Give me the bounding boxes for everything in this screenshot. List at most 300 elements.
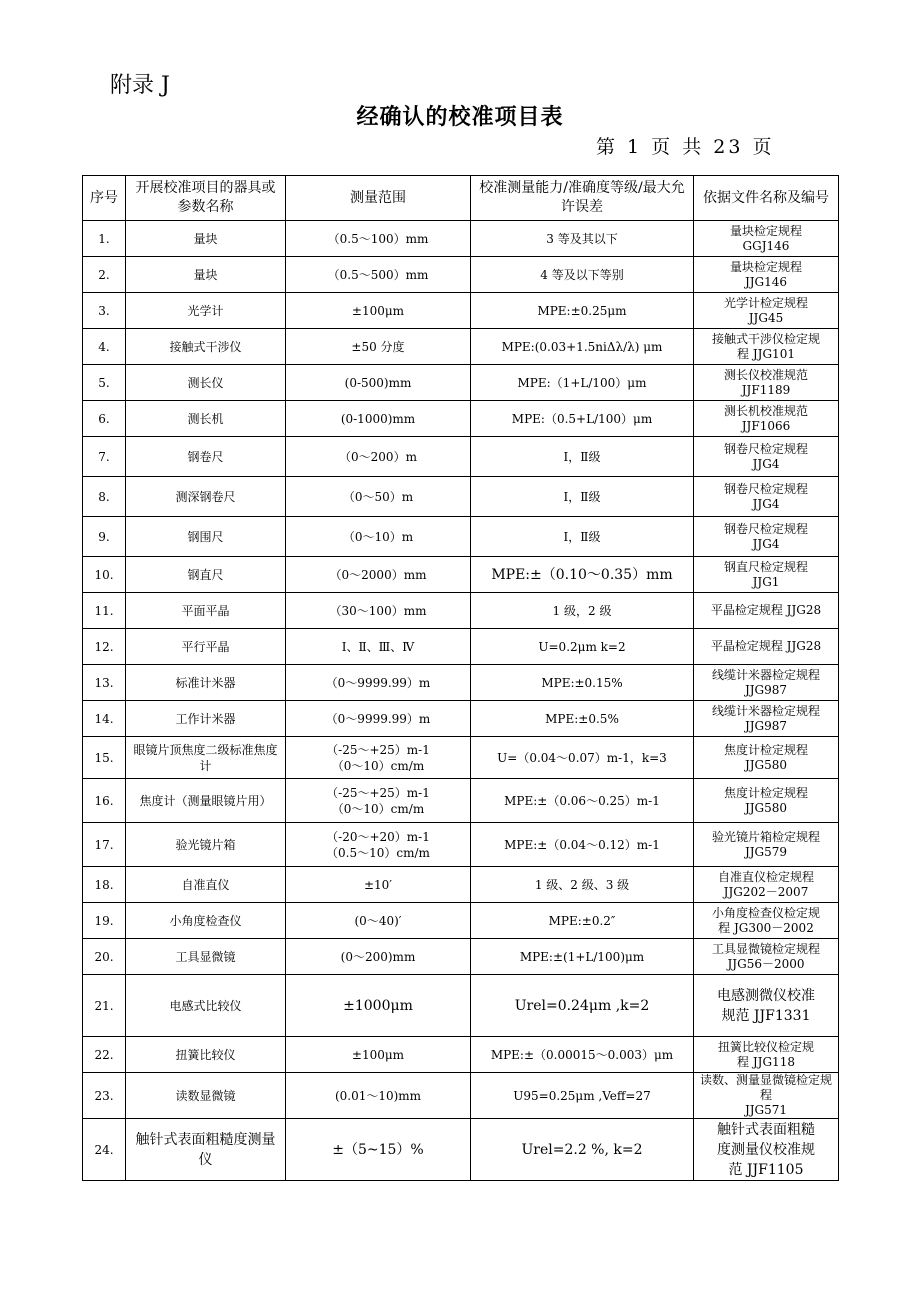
cell-capability <box>471 903 694 939</box>
cell-item-text: 测长机 <box>187 411 224 426</box>
cell-seq-text: 9. <box>98 529 110 544</box>
cell-item <box>126 593 286 629</box>
cell-seq-text: 14. <box>94 711 114 726</box>
cell-seq-text: 24. <box>94 1142 114 1157</box>
cell-item-text: 工具显微镜 <box>175 949 236 964</box>
header-capability: 校准测量能力/准确度等级/最大允许误差 <box>471 176 694 221</box>
cell-range-text: （-25～+25）m-1 <box>326 742 430 757</box>
cell-capability-text: Urel=2.2 %, k=2 <box>521 1141 643 1158</box>
cell-range-text: （0～10）cm/m <box>331 758 425 773</box>
cell-basis <box>694 939 839 975</box>
cell-capability-text: MPE:±（0.00015～0.003）μm <box>490 1047 674 1062</box>
cell-seq-text: 18. <box>94 877 114 892</box>
cell-capability-text: U95=0.25μm ,Veff=27 <box>513 1088 651 1103</box>
cell-capability <box>471 1119 694 1181</box>
table-row <box>83 221 839 257</box>
table-row <box>83 517 839 557</box>
cell-seq-text: 19. <box>94 913 114 928</box>
cell-basis <box>694 293 839 329</box>
cell-basis-text: JJG4 <box>752 456 780 471</box>
cell-seq <box>83 221 126 257</box>
cell-seq-text: 2. <box>98 267 110 282</box>
cell-range <box>286 401 471 437</box>
cell-capability-text: Ⅰ，Ⅱ级 <box>563 529 601 544</box>
cell-capability <box>471 437 694 477</box>
cell-seq <box>83 701 126 737</box>
cell-seq-text: 6. <box>98 411 110 426</box>
cell-basis-text: JJG571 <box>744 1103 788 1117</box>
cell-basis-text: 测长机校准规范 <box>723 403 808 418</box>
table-row <box>83 665 839 701</box>
cell-capability <box>471 779 694 823</box>
cell-range-text: ±10′ <box>363 877 393 892</box>
table-row <box>83 365 839 401</box>
cell-seq <box>83 823 126 867</box>
cell-basis <box>694 867 839 903</box>
table-row <box>83 737 839 779</box>
cell-item-text: 标准计米器 <box>175 675 236 690</box>
cell-basis-text: 验光镜片箱检定规程 <box>711 829 820 844</box>
table-row <box>83 557 839 593</box>
page-number: 第 1 页 共 23 页 <box>596 136 775 158</box>
cell-range <box>286 365 471 401</box>
cell-basis <box>694 1119 839 1181</box>
cell-item-text: 电感式比较仪 <box>169 998 242 1013</box>
cell-range-text: （30～100）mm <box>329 603 427 618</box>
cell-capability <box>471 737 694 779</box>
cell-capability <box>471 665 694 701</box>
cell-item <box>126 867 286 903</box>
cell-range-text: （0～9999.99）m <box>325 675 431 690</box>
cell-basis <box>694 557 839 593</box>
cell-item-text: 测深钢卷尺 <box>175 489 236 504</box>
cell-capability-text: MPE:±(1+L/100)μm <box>519 949 645 964</box>
cell-capability-text: MPE:（0.5+L/100）μm <box>511 411 653 426</box>
cell-seq <box>83 557 126 593</box>
cell-range-text: (0.01～10)mm <box>334 1088 422 1103</box>
cell-item <box>126 293 286 329</box>
cell-range-text: (0～200)mm <box>340 949 416 964</box>
header-item: 开展校准项目的器具或参数名称 <box>126 176 286 221</box>
cell-basis <box>694 1073 839 1119</box>
cell-seq <box>83 401 126 437</box>
cell-item <box>126 823 286 867</box>
cell-item <box>126 1037 286 1073</box>
calibration-table <box>82 175 839 1181</box>
cell-capability-text: MPE:±0.2″ <box>548 913 616 928</box>
cell-basis-text: JJG579 <box>744 844 788 859</box>
cell-range <box>286 1119 471 1181</box>
cell-basis <box>694 593 839 629</box>
cell-basis-text: GGJ146 <box>742 238 790 253</box>
cell-basis <box>694 365 839 401</box>
cell-item-text: 眼镜片顶焦度二级标准焦度计 <box>133 742 278 773</box>
cell-capability <box>471 257 694 293</box>
cell-seq-text: 1. <box>98 231 110 246</box>
cell-capability-text: MPE:±0.25μm <box>537 303 627 318</box>
table-row <box>83 593 839 629</box>
cell-item <box>126 975 286 1037</box>
cell-basis-text: 钢卷尺检定规程 <box>723 481 808 496</box>
cell-range-text: （0～200）m <box>339 449 417 464</box>
cell-basis <box>694 737 839 779</box>
cell-item <box>126 665 286 701</box>
cell-seq-text: 20. <box>94 949 114 964</box>
table-row <box>83 779 839 823</box>
cell-capability <box>471 221 694 257</box>
cell-item-text: 平面平晶 <box>181 603 230 618</box>
header-range: 测量范围 <box>286 176 471 221</box>
cell-basis-text: 自准直仪检定规程 <box>717 869 814 884</box>
cell-seq <box>83 903 126 939</box>
cell-range <box>286 939 471 975</box>
cell-item <box>126 557 286 593</box>
table-header-row <box>83 176 839 221</box>
cell-range <box>286 329 471 365</box>
cell-item <box>126 701 286 737</box>
cell-range <box>286 903 471 939</box>
cell-range-text: ±100μm <box>351 1047 405 1062</box>
cell-range-text: (0-1000)mm <box>340 411 416 426</box>
cell-capability <box>471 365 694 401</box>
cell-capability-text: 1 级，2 级 <box>552 603 612 618</box>
cell-capability-text: U=（0.04～0.07）m-1，k=3 <box>497 750 667 765</box>
cell-capability-text: MPE:±0.15% <box>541 675 623 690</box>
cell-basis-text: 焦度计检定规程 <box>723 785 808 800</box>
cell-seq <box>83 1119 126 1181</box>
cell-range-text: （0～10）m <box>342 529 414 544</box>
cell-range-text: （0.5～500）mm <box>327 267 429 282</box>
cell-range <box>286 779 471 823</box>
cell-range-text: （-20～+20）m-1 <box>326 829 430 844</box>
table-row <box>83 1073 839 1119</box>
cell-range <box>286 665 471 701</box>
cell-basis <box>694 329 839 365</box>
cell-seq <box>83 437 126 477</box>
cell-seq-text: 23. <box>94 1088 114 1103</box>
cell-capability-text: MPE:(0.03+1.5niΔλ/λ) μm <box>501 339 663 354</box>
cell-basis-text: 量块检定规程 <box>729 223 802 238</box>
cell-basis-text: 范 JJF1105 <box>728 1161 804 1178</box>
cell-seq-text: 21. <box>94 998 114 1013</box>
cell-capability-text: MPE:±（0.04～0.12）m-1 <box>504 837 660 852</box>
cell-capability <box>471 701 694 737</box>
cell-basis-text: JJG987 <box>744 682 788 697</box>
cell-seq <box>83 477 126 517</box>
cell-basis-text: 触针式表面粗糙 <box>717 1121 815 1138</box>
cell-capability-text: 3 等及其以下 <box>546 231 618 246</box>
cell-range-text: （0～10）cm/m <box>331 801 425 816</box>
cell-basis-text: 程 JG300－2002 <box>718 920 814 935</box>
cell-basis-text: 规范 JJF1331 <box>721 1007 811 1024</box>
table-row <box>83 939 839 975</box>
cell-range-text: （0～2000）mm <box>329 567 427 582</box>
page-title: 经确认的校准项目表 <box>356 104 564 130</box>
cell-seq-text: 8. <box>98 489 110 504</box>
cell-capability <box>471 593 694 629</box>
cell-basis <box>694 629 839 665</box>
cell-range-text: (0～40)′ <box>354 913 402 928</box>
cell-capability-text: Ⅰ，Ⅱ级 <box>563 489 601 504</box>
cell-basis-text: JJG45 <box>748 310 784 325</box>
cell-item <box>126 903 286 939</box>
cell-basis-text: 线缆计米器检定规程 <box>711 703 820 718</box>
cell-item <box>126 365 286 401</box>
cell-item-text: 焦度计（测量眼镜片用） <box>139 793 272 808</box>
table-row <box>83 437 839 477</box>
cell-range-text: （0～50）m <box>342 489 414 504</box>
cell-basis-text: JJG4 <box>752 536 780 551</box>
cell-seq <box>83 1037 126 1073</box>
cell-range <box>286 517 471 557</box>
cell-seq-text: 12. <box>94 639 114 654</box>
table-row <box>83 293 839 329</box>
cell-range <box>286 701 471 737</box>
table-row <box>83 1119 839 1181</box>
cell-basis-text: JJG56－2000 <box>727 956 805 971</box>
cell-range-text: （0.5～100）mm <box>327 231 429 246</box>
cell-capability <box>471 939 694 975</box>
cell-item-text: 接触式干涉仪 <box>169 339 242 354</box>
cell-capability <box>471 629 694 665</box>
table-row <box>83 477 839 517</box>
cell-seq-text: 10. <box>94 567 114 582</box>
cell-basis <box>694 823 839 867</box>
cell-basis-text: 焦度计检定规程 <box>723 742 808 757</box>
cell-basis <box>694 1037 839 1073</box>
cell-item <box>126 939 286 975</box>
cell-range-text: ±50 分度 <box>351 339 405 354</box>
cell-basis-text: JJG202－2007 <box>723 884 809 899</box>
cell-range-text: （0～9999.99）m <box>325 711 431 726</box>
cell-basis-text: 钢卷尺检定规程 <box>723 521 808 536</box>
cell-capability <box>471 823 694 867</box>
table-row <box>83 867 839 903</box>
cell-range <box>286 737 471 779</box>
cell-capability-text: 4 等及以下等别 <box>540 267 624 282</box>
cell-item <box>126 477 286 517</box>
cell-seq <box>83 737 126 779</box>
cell-item-text: 钢围尺 <box>187 529 224 544</box>
cell-basis-text: JJF1066 <box>741 418 791 433</box>
cell-item <box>126 329 286 365</box>
cell-capability-text: MPE:±（0.10～0.35）mm <box>491 566 673 583</box>
cell-basis-text: JJG1 <box>752 574 780 589</box>
cell-item-text: 钢直尺 <box>187 567 224 582</box>
cell-item <box>126 257 286 293</box>
cell-seq <box>83 867 126 903</box>
cell-basis-text: 程 JJG118 <box>737 1054 795 1069</box>
cell-basis-text: 光学计检定规程 <box>723 295 808 310</box>
cell-seq-text: 3. <box>98 303 110 318</box>
cell-basis-text: JJF1189 <box>741 382 791 397</box>
cell-basis-text: 度测量仪校准规 <box>717 1141 815 1158</box>
cell-basis-text: 钢直尺检定规程 <box>723 559 808 574</box>
cell-range <box>286 593 471 629</box>
cell-item <box>126 437 286 477</box>
cell-item <box>126 517 286 557</box>
cell-seq <box>83 293 126 329</box>
cell-seq <box>83 665 126 701</box>
cell-capability-text: MPE:（1+L/100）μm <box>517 375 647 390</box>
cell-item <box>126 221 286 257</box>
table-row <box>83 903 839 939</box>
cell-range <box>286 1037 471 1073</box>
cell-basis-text: 小角度检查仪检定规 <box>711 905 820 920</box>
cell-basis-text: 电感测微仪校准 <box>717 987 815 1004</box>
cell-seq-text: 13. <box>94 675 114 690</box>
cell-item-text: 量块 <box>193 267 218 282</box>
cell-item-text: 小角度检查仪 <box>169 913 242 928</box>
cell-item-text: 读数显微镜 <box>175 1088 236 1103</box>
cell-range-text: （0.5～10）cm/m <box>326 845 430 860</box>
cell-seq <box>83 939 126 975</box>
cell-basis-text: 接触式干涉仪检定规 <box>711 331 820 346</box>
cell-capability-text: Urel=0.24μm ,k=2 <box>514 997 650 1014</box>
cell-seq-text: 22. <box>94 1047 114 1062</box>
cell-capability <box>471 517 694 557</box>
cell-range <box>286 975 471 1037</box>
cell-seq <box>83 629 126 665</box>
cell-range <box>286 437 471 477</box>
cell-basis <box>694 665 839 701</box>
cell-basis <box>694 975 839 1037</box>
cell-item <box>126 737 286 779</box>
cell-seq-text: 15. <box>94 750 114 765</box>
cell-range <box>286 1073 471 1119</box>
cell-basis-text: JJG580 <box>744 800 788 815</box>
cell-range <box>286 477 471 517</box>
cell-item-text: 验光镜片箱 <box>175 837 236 852</box>
cell-basis-text: JJG987 <box>744 718 788 733</box>
cell-range <box>286 557 471 593</box>
cell-seq <box>83 517 126 557</box>
cell-seq <box>83 329 126 365</box>
cell-basis <box>694 477 839 517</box>
cell-basis-text: 钢卷尺检定规程 <box>723 441 808 456</box>
cell-capability <box>471 1037 694 1073</box>
cell-item-text: 光学计 <box>187 303 224 318</box>
cell-capability <box>471 867 694 903</box>
cell-capability <box>471 1073 694 1119</box>
cell-basis <box>694 517 839 557</box>
cell-capability-text: U=0.2μm k=2 <box>538 639 626 654</box>
cell-seq <box>83 975 126 1037</box>
cell-item <box>126 629 286 665</box>
cell-basis <box>694 401 839 437</box>
table-row <box>83 1037 839 1073</box>
cell-range-text: （-25～+25）m-1 <box>326 785 430 800</box>
header-basis: 依据文件名称及编号 <box>694 176 839 221</box>
cell-capability <box>471 557 694 593</box>
cell-seq-text: 5. <box>98 375 110 390</box>
cell-capability <box>471 477 694 517</box>
cell-seq-text: 4. <box>98 339 110 354</box>
cell-basis-text: JJG4 <box>752 496 780 511</box>
cell-basis <box>694 779 839 823</box>
cell-basis-text: JJG146 <box>744 274 788 289</box>
cell-basis-text: 扭簧比较仪检定规 <box>717 1039 814 1054</box>
cell-item-text: 扭簧比较仪 <box>175 1047 236 1062</box>
cell-basis-text: 读数、测量显微镜检定规程 <box>699 1073 832 1102</box>
cell-range-text: ±（5~15）% <box>332 1141 424 1158</box>
cell-seq <box>83 365 126 401</box>
cell-item-text: 测长仪 <box>187 375 224 390</box>
cell-basis <box>694 437 839 477</box>
cell-range <box>286 293 471 329</box>
table-row <box>83 401 839 437</box>
cell-seq-text: 7. <box>98 449 110 464</box>
cell-item <box>126 1119 286 1181</box>
cell-basis-text: 程 JJG101 <box>737 346 795 361</box>
cell-basis <box>694 257 839 293</box>
cell-range <box>286 823 471 867</box>
cell-basis-text: 平晶检定规程 JJG28 <box>710 603 822 617</box>
cell-seq-text: 16. <box>94 793 114 808</box>
cell-basis <box>694 903 839 939</box>
cell-range <box>286 221 471 257</box>
cell-seq <box>83 257 126 293</box>
cell-range-text: Ⅰ、Ⅱ、Ⅲ、Ⅳ <box>341 639 415 654</box>
cell-capability-text: Ⅰ，Ⅱ级 <box>563 449 601 464</box>
cell-item <box>126 779 286 823</box>
table-row <box>83 629 839 665</box>
table-row <box>83 329 839 365</box>
cell-capability <box>471 329 694 365</box>
cell-capability-text: 1 级、2 级、3 级 <box>534 877 630 892</box>
cell-item-text: 平行平晶 <box>181 639 230 654</box>
cell-capability <box>471 293 694 329</box>
table-row <box>83 701 839 737</box>
cell-item-text: 钢卷尺 <box>187 449 224 464</box>
cell-capability <box>471 975 694 1037</box>
cell-capability-text: MPE:±0.5% <box>545 711 619 726</box>
cell-seq-text: 17. <box>94 837 114 852</box>
cell-range-text: ±100μm <box>351 303 405 318</box>
cell-basis-text: JJG580 <box>744 757 788 772</box>
cell-item-text: 自准直仪 <box>181 877 230 892</box>
cell-basis-text: 工具显微镜检定规程 <box>711 941 820 956</box>
cell-basis <box>694 701 839 737</box>
cell-seq <box>83 1073 126 1119</box>
cell-range <box>286 257 471 293</box>
cell-range-text: (0-500)mm <box>344 375 412 390</box>
cell-basis-text: 量块检定规程 <box>729 259 802 274</box>
appendix-label: 附录 J <box>110 73 170 98</box>
cell-basis-text: 平晶检定规程 JJG28 <box>710 639 822 653</box>
cell-range-text: ±1000μm <box>343 997 413 1014</box>
table-row <box>83 823 839 867</box>
table-row <box>83 975 839 1037</box>
cell-range <box>286 867 471 903</box>
cell-seq-text: 11. <box>94 603 114 618</box>
cell-range <box>286 629 471 665</box>
cell-capability <box>471 401 694 437</box>
cell-item-text: 触针式表面粗糙度测量仪 <box>135 1131 276 1168</box>
cell-capability-text: MPE:±（0.06～0.25）m-1 <box>504 793 660 808</box>
cell-seq <box>83 593 126 629</box>
table-row <box>83 257 839 293</box>
cell-basis <box>694 221 839 257</box>
cell-item <box>126 1073 286 1119</box>
header-seq: 序号 <box>83 176 126 221</box>
cell-item <box>126 401 286 437</box>
cell-item-text: 工作计米器 <box>175 711 236 726</box>
cell-item-text: 量块 <box>193 231 218 246</box>
cell-basis-text: 测长仪校准规范 <box>723 367 808 382</box>
cell-seq <box>83 779 126 823</box>
cell-basis-text: 线缆计米器检定规程 <box>711 667 820 682</box>
